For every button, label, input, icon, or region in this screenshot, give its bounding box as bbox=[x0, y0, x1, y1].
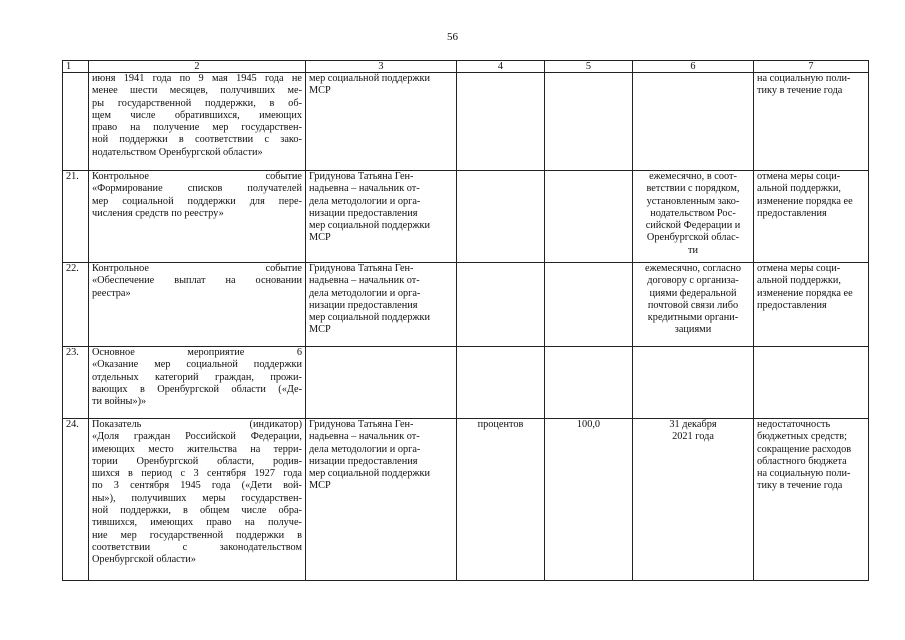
text-line: МСР bbox=[309, 324, 331, 336]
table-row bbox=[63, 419, 869, 581]
measure-name-cell bbox=[89, 73, 306, 171]
table-row bbox=[63, 347, 869, 419]
text-line: бюджетных средств; bbox=[757, 431, 848, 443]
column-header: 1 bbox=[63, 61, 89, 73]
consequence-cell bbox=[754, 171, 869, 263]
text-line: мер социальной поддержки bbox=[309, 312, 430, 324]
text-line: ры государственной поддержки, в об- bbox=[92, 97, 302, 109]
value-cell: 100,0 bbox=[545, 419, 633, 581]
text-line: Основное мероприятие 6 bbox=[92, 347, 302, 358]
text-line: почтовой связи либо bbox=[647, 299, 739, 311]
table-row bbox=[63, 263, 869, 347]
text-line: ежемесячно, в соот- bbox=[649, 171, 737, 182]
text-line: тику в течение года bbox=[757, 480, 843, 492]
text-line: 2021 года bbox=[672, 431, 714, 443]
text-line: МСР bbox=[309, 232, 331, 244]
text-line: ны»), получивших меры государствен- bbox=[92, 492, 302, 504]
column-header: 7 bbox=[754, 61, 869, 73]
text-line: предоставления bbox=[757, 299, 827, 311]
text-line: низации предоставления bbox=[309, 299, 418, 311]
responsible-cell bbox=[306, 347, 457, 419]
text-line: надьевна – начальник от- bbox=[309, 431, 420, 443]
text-line: право на получение мер государствен- bbox=[92, 122, 302, 134]
text-line: альной поддержки, bbox=[757, 275, 841, 287]
measure-name-cell bbox=[89, 171, 306, 263]
row-number-cell bbox=[63, 73, 89, 171]
measure-name-cell bbox=[89, 347, 306, 419]
column-header: 6 bbox=[633, 61, 754, 73]
text-line: «Обеспечение выплат на основании bbox=[92, 275, 302, 287]
unit-cell bbox=[457, 347, 545, 419]
text-line: ние мер государственной поддержки в bbox=[92, 529, 302, 541]
responsible-cell bbox=[306, 171, 457, 263]
text-line: МСР bbox=[309, 480, 331, 492]
text-line: мер социальной поддержки bbox=[309, 220, 430, 232]
text-line: Контрольное событие bbox=[92, 171, 302, 182]
page-number: 56 bbox=[447, 31, 458, 43]
text-line: Оренбургской области» bbox=[92, 554, 196, 566]
text-line: дела методологии и орга- bbox=[309, 287, 421, 299]
text-line: «Доля граждан Российской Федерации, bbox=[92, 431, 302, 443]
column-header: 5 bbox=[545, 61, 633, 73]
text-line: на социальную поли- bbox=[757, 468, 851, 480]
text-line: имеющих место жительства на терри- bbox=[92, 443, 302, 455]
text-line: надьевна – начальник от- bbox=[309, 183, 420, 195]
consequence-cell bbox=[754, 347, 869, 419]
text-line: циями федеральной bbox=[649, 287, 737, 299]
text-line: низации предоставления bbox=[309, 207, 418, 219]
text-line: предоставления bbox=[757, 207, 827, 219]
text-line: Оренбургской облас- bbox=[646, 232, 740, 244]
value-cell bbox=[545, 263, 633, 347]
text-line: соответствии с законодательством bbox=[92, 541, 302, 553]
text-line: тории Оренбургской области, родив- bbox=[92, 455, 302, 467]
text-line: июня 1941 года по 9 мая 1945 года не bbox=[92, 73, 302, 84]
row-number-cell: 24. bbox=[63, 419, 89, 581]
consequence-cell bbox=[754, 73, 869, 171]
text-line: мер социальной поддержки bbox=[309, 73, 430, 84]
column-header: 2 bbox=[89, 61, 306, 73]
text-line: дела методологии и орга- bbox=[309, 195, 421, 207]
text-line: нодательством Оренбургской области» bbox=[92, 146, 263, 158]
text-line: ной поддержки в соответствии с зако- bbox=[92, 134, 302, 146]
text-line: надьевна – начальник от- bbox=[309, 275, 420, 287]
text-line: Гридунова Татьяна Ген- bbox=[309, 263, 414, 274]
row-number-cell: 21. bbox=[63, 171, 89, 263]
text-line: ветствии с порядком, bbox=[646, 183, 740, 195]
table-row bbox=[63, 73, 869, 171]
text-line: по 3 сентября 1945 года («Дети вой- bbox=[92, 480, 302, 492]
table-row bbox=[63, 171, 869, 263]
text-line: изменение порядка ее bbox=[757, 287, 853, 299]
responsible-cell bbox=[306, 419, 457, 581]
text-line: числения средств по реестру» bbox=[92, 207, 224, 219]
text-line: ежемесячно, согласно bbox=[644, 263, 742, 274]
responsible-cell bbox=[306, 73, 457, 171]
text-line: низации предоставления bbox=[309, 455, 418, 467]
measure-name-cell bbox=[89, 263, 306, 347]
text-line: реестра» bbox=[92, 287, 131, 299]
term-cell bbox=[633, 171, 754, 263]
text-line: мер социальной поддержки bbox=[309, 468, 430, 480]
text-line: сийской Федерации и bbox=[645, 220, 741, 232]
text-line: вающих в Оренбургской области («Де- bbox=[92, 383, 302, 395]
unit-cell bbox=[457, 73, 545, 171]
row-number-cell: 23. bbox=[63, 347, 89, 419]
consequence-cell bbox=[754, 263, 869, 347]
value-cell bbox=[545, 73, 633, 171]
text-line: кредитными органи- bbox=[647, 312, 739, 324]
column-number-row bbox=[63, 61, 869, 73]
text-line: Показатель (индикатор) bbox=[92, 419, 302, 430]
text-line: Контрольное событие bbox=[92, 263, 302, 274]
text-line: договору с организа- bbox=[647, 275, 739, 287]
text-line: сокращение расходов bbox=[757, 443, 852, 455]
value-cell bbox=[545, 347, 633, 419]
text-line: отмена меры соци- bbox=[757, 263, 841, 274]
term-cell bbox=[633, 263, 754, 347]
text-line: менее шести месяцев, получивших ме- bbox=[92, 85, 302, 97]
text-line: Гридунова Татьяна Ген- bbox=[309, 171, 414, 182]
program-measures-table bbox=[62, 60, 869, 581]
text-line: ти bbox=[687, 244, 698, 256]
text-line: «Оказание мер социальной поддержки bbox=[92, 359, 302, 371]
text-line: мер социальной поддержки для пере- bbox=[92, 195, 302, 207]
text-line: альной поддержки, bbox=[757, 183, 841, 195]
text-line: шихся в период с 3 сентября 1927 года bbox=[92, 468, 302, 480]
text-line: недостаточность bbox=[757, 419, 831, 430]
term-cell bbox=[633, 73, 754, 171]
responsible-cell bbox=[306, 263, 457, 347]
text-line: нодательством Рос- bbox=[650, 207, 736, 219]
text-line: ной поддержки, в общем числе обра- bbox=[92, 505, 302, 517]
consequence-cell bbox=[754, 419, 869, 581]
text-line: щем числе обратившихся, имеющих bbox=[92, 109, 302, 121]
text-line: отдельных категорий граждан, прожи- bbox=[92, 371, 302, 383]
text-line: ти войны»)» bbox=[92, 396, 147, 408]
text-line: установленным зако- bbox=[646, 195, 740, 207]
text-line: областного бюджета bbox=[757, 455, 847, 467]
text-line: зациями bbox=[674, 324, 712, 336]
text-line: на социальную поли- bbox=[757, 73, 851, 84]
text-line: изменение порядка ее bbox=[757, 195, 853, 207]
value-cell bbox=[545, 171, 633, 263]
text-line: тику в течение года bbox=[757, 85, 843, 97]
text-line: дела методологии и орга- bbox=[309, 443, 421, 455]
text-line: МСР bbox=[309, 85, 331, 97]
term-cell bbox=[633, 347, 754, 419]
unit-cell bbox=[457, 171, 545, 263]
text-line: тившихся, имеющих право на получе- bbox=[92, 517, 302, 529]
term-cell bbox=[633, 419, 754, 581]
text-line: Гридунова Татьяна Ген- bbox=[309, 419, 414, 430]
unit-cell: процентов bbox=[457, 419, 545, 581]
text-line: «Формирование списков получателей bbox=[92, 183, 302, 195]
text-line: отмена меры соци- bbox=[757, 171, 841, 182]
measure-name-cell bbox=[89, 419, 306, 581]
text-line: 31 декабря bbox=[669, 419, 717, 430]
unit-cell bbox=[457, 263, 545, 347]
column-header: 4 bbox=[457, 61, 545, 73]
row-number-cell: 22. bbox=[63, 263, 89, 347]
column-header: 3 bbox=[306, 61, 457, 73]
